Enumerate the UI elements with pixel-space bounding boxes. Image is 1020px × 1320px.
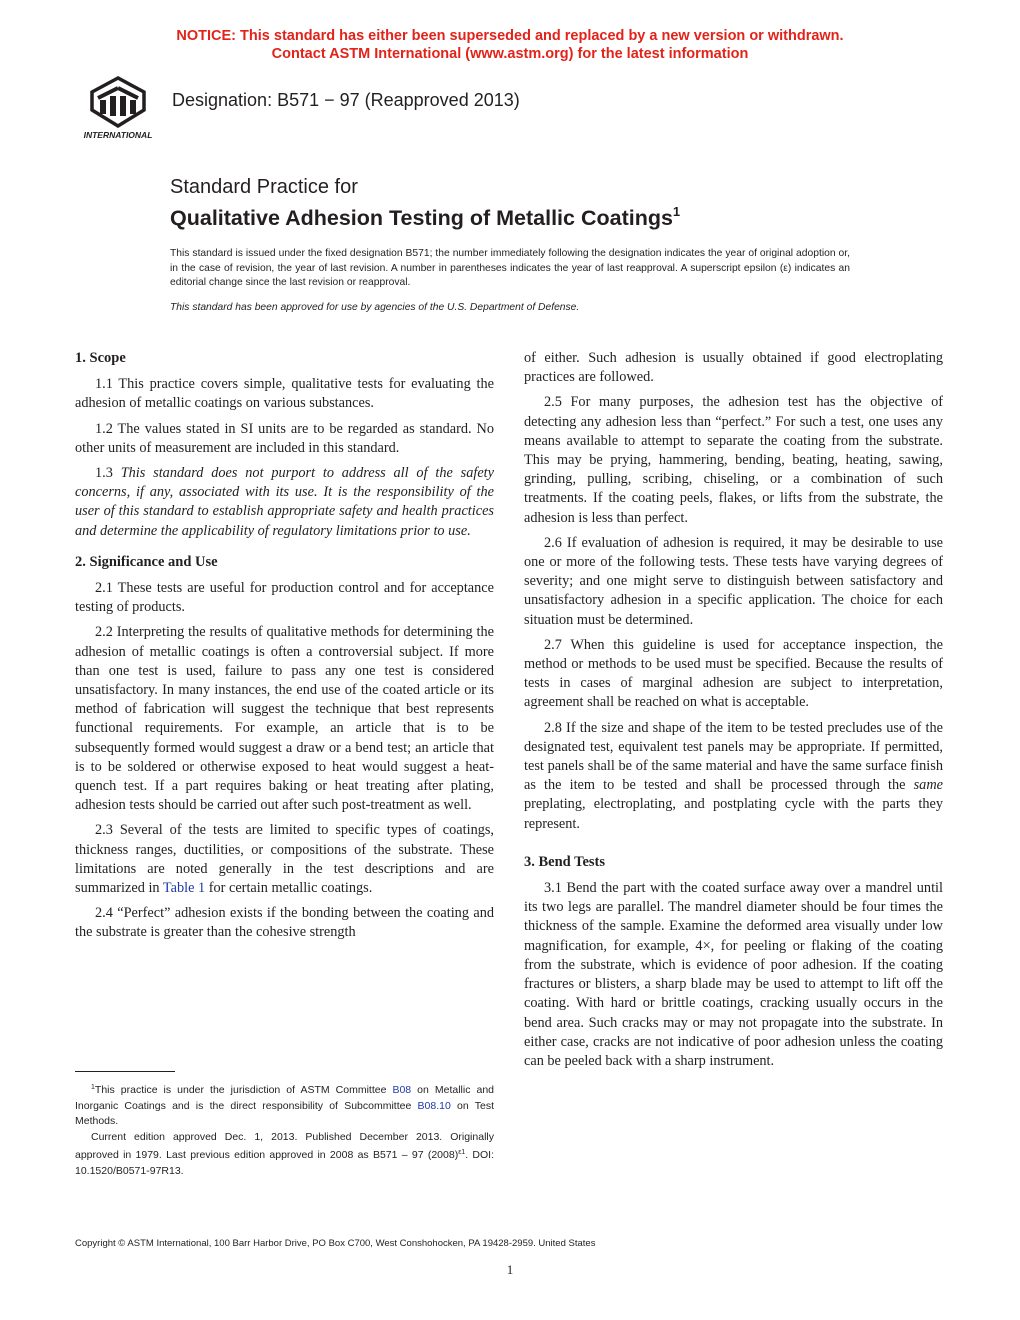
logo-org-text: INTERNATIONAL — [83, 130, 153, 140]
withdrawal-notice — [0, 27, 1020, 63]
para-2-4-continued: of either. Such adhesion is usually obtained if good electroplating practices are followed. — [524, 350, 943, 386]
astm-logo — [74, 74, 162, 144]
title-line-1: Standard Practice for — [170, 176, 358, 198]
para-2-8 — [524, 719, 943, 834]
para-1-3-text: This standard does not purport to address all of the safety concerns, if any, associated with its use. It is the responsibility of the user of this standard to establish appropriate safety and health practices and determine the applicability of regulatory limitations prior to use. — [75, 465, 494, 539]
para-2-7: 2.7 When this guideline is used for acceptance inspection, the method or methods to be used must be specified. Because the results of tests in cases of marginal adhesion are subject to interpretation, agreement shall be reached on what is acceptable. — [524, 636, 943, 711]
copyright: Copyright © ASTM International, 100 Barr Harbor Drive, PO Box C700, West Conshohocken, PA 19428-2959. United States — [75, 1238, 596, 1249]
astm-logo-icon — [74, 74, 162, 144]
title-block — [170, 175, 680, 231]
section-2-heading: 2. Significance and Use — [75, 553, 218, 570]
para-1-2: 1.2 The values stated in SI units are to be regarded as standard. No other units of measurement are included in this standard. — [75, 420, 494, 456]
para-2-2: 2.2 Interpreting the results of qualitative methods for determining the adhesion of metallic coatings is often a controversial subject. If more than one test is used, failure to pass any one test is considered unsatisfactory. In many instances, the end use of the coated article or its method of fabrication will suggest the technique that best represents functional requirements. For example, an article that is to be subsequently formed would suggest a draw or a bend test; an article that is to be soldered or otherwise exposed to heat would suggest a heat-quench test. If a part requires baking or heat treating after plating, adhesion tests should be carried out after such post-treatment as well. — [75, 624, 494, 814]
para-2-6: 2.6 If evaluation of adhesion is required, it may be desirable to use one or more of the following tests. These tests have varying degrees of severity; and one might serve to distinguish between satisfactory and unsatisfactory adhesion in a specific application. The choice for each situation must be determined. — [524, 534, 943, 628]
designation: Designation: B571 − 97 (Reapproved 2013) — [172, 90, 520, 110]
page-number: 1 — [506, 1262, 514, 1277]
footnote-divider — [75, 1071, 175, 1072]
para-2-3-text-a: 2.3 Several of the tests are limited to specific types of coatings, thickness ranges, ductilities, or compositions of the substrate. These limitations are noted generally in the test descriptions and are summarized in — [75, 822, 494, 897]
title-footnote-ref: 1 — [672, 204, 681, 219]
right-column — [524, 349, 943, 1077]
table-1-link[interactable]: Table 1 — [162, 880, 206, 897]
para-2-3-text-b: for certain metallic coatings. — [205, 880, 373, 897]
section-3-heading: 3. Bend Tests — [524, 853, 605, 870]
footnote-1 — [75, 1080, 494, 1130]
para-2-4: 2.4 “Perfect” adhesion exists if the bonding between the coating and the substrate is greater than the cohesive strength — [75, 905, 494, 941]
para-1-3-number: 1.3 — [95, 465, 121, 482]
title-main: Qualitative Adhesion Testing of Metallic Coatings — [170, 206, 673, 230]
left-column — [75, 349, 494, 949]
para-1-3 — [75, 464, 494, 541]
footnote-epsilon: ε1 — [458, 1149, 466, 1156]
section-1-heading: 1. Scope — [75, 350, 126, 366]
footnote-1-text-a: This practice is under the jurisdiction of ASTM Committee — [94, 1084, 393, 1096]
footnote-edition-text-a: Current edition approved Dec. 1, 2013. Published December 2013. Originally approved in 1979. Last previous edition approved in 2008 as B571 – 97 (2008) — [75, 1130, 494, 1161]
para-2-5: 2.5 For many purposes, the adhesion test has the objective of detecting any adhesion less than “perfect.” For such a test, one uses any means available to attempt to separate the coating from the substrate. This may be prying, hammering, bending, beating, heating, sawing, grinding, pulling, scribing, chiseling, or a combination of such treatments. If the coating peels, flakes, or lifts from the substrate, the adhesion is less than perfect. — [524, 394, 943, 526]
issued-note: This standard is issued under the fixed designation B571; the number immediately following the designation indicates the year of original adoption or, in the case of revision, the year of last revision. A number in parentheses indicates the year of last reapproval. A superscript epsilon (ε) indicates an editorial change since the last revision or reapproval. — [170, 248, 850, 289]
notice-line-1: NOTICE: This standard has either been superseded and replaced by a new version or withdrawn. — [176, 28, 844, 44]
para-2-8-emphasis: same — [913, 777, 943, 794]
committee-b08-link[interactable]: B08 — [392, 1084, 412, 1096]
subcommittee-b08-10-link[interactable]: B08.10 — [417, 1099, 451, 1112]
footnote-edition — [75, 1130, 494, 1180]
notice-line-2: Contact ASTM International (www.astm.org) for the latest information — [271, 46, 749, 62]
footnote-1-text-c: on Test Methods. — [75, 1099, 494, 1127]
title-line-2 — [170, 199, 680, 231]
footnote-1-text-b: on Metallic and Inorganic Coatings and is the direct responsibility of Subcommittee — [75, 1084, 494, 1112]
para-1-1: 1.1 This practice covers simple, qualitative tests for evaluating the adhesion of metallic coatings on various substances. — [75, 376, 494, 412]
para-2-1: 2.1 These tests are useful for production control and for acceptance testing of products. — [75, 580, 494, 616]
para-3-1: 3.1 Bend the part with the coated surface away over a mandrel until its two legs are parallel. The mandrel diameter should be four times the thickness of the sample. Examine the deformed area visually under low magnification, for example, 4×, for peeling or flaking of the coating from the substrate, which is evidence of poor adhesion. If the coating fractures or blisters, a sharp blade may be used to attempt to lift off the coating. With hard or brittle coatings, cracking usually occurs in the bend area. Such cracks may or may not propagate into the substrate. In either case, cracks are not indicative of poor adhesion unless the coating can be peeled back with a sharp instrument. — [524, 880, 943, 1069]
para-2-8-text-a: 2.8 If the size and shape of the item to be tested precludes use of the designated test, equivalent test panels may be appropriate. If permitted, test panels shall be of the same material and have the same surface finish as the item to be tested and shall be processed through the — [524, 719, 943, 794]
footnotes — [75, 1080, 494, 1179]
para-2-3 — [75, 821, 494, 898]
para-2-8-text-b: preplating, electroplating, and postplating cycle with the parts they represent. — [524, 796, 943, 832]
approved-note: This standard has been approved for use by agencies of the U.S. Department of Defense. — [170, 302, 580, 313]
footnote-mark: 1 — [91, 1084, 95, 1091]
footnote-edition-text-b: . DOI: 10.1520/B0571-97R13. — [75, 1149, 494, 1177]
